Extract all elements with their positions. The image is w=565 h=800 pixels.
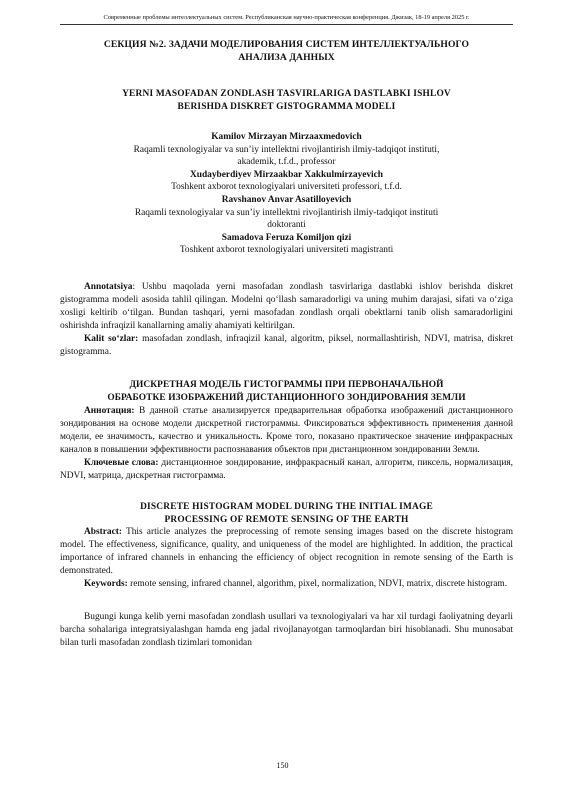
en-title (60, 501, 513, 526)
uz-annotation-text: : Ushbu maqolada yerni masofadan zondlash tasvirlariga dastlabki ishlov berishda diskret gistogramma modeli asosida tahlil qilingan. Modelni qo‘llash samaradorligi va uning muhim darajasi, sifati va o‘ziga xosligi keltirib o‘tilgan. Bundan tashqari, yerni masofadan zondlash orqali obektlarni tanib olish samaradorligini oshirishda infraqizil kanallarning amaliy ahamiyati keltirilgan. (60, 281, 513, 331)
author-affiliation-3a: Raqamli texnologiyalar va sun’iy intellektni rivojlantirish ilmiy-tadqiqot instituti (134, 207, 439, 218)
en-abstract (60, 526, 513, 578)
uz-keywords-label: Kalit so‘zlar: (84, 333, 139, 344)
ru-keywords-label: Ключевые слова: (84, 457, 159, 468)
section-title-line-2: АНАЛИЗА ДАННЫХ (238, 51, 335, 63)
uz-keywords-text: masofadan zondlash, infraqizil kanal, algoritm, piksel, normallashtirish, NDVI, matrisa, diskret gistogramma. (60, 333, 513, 357)
ru-keywords (60, 457, 513, 483)
ru-title-line-1: ДИСКРЕТНАЯ МОДЕЛЬ ГИСТОГРАММЫ ПРИ ПЕРВОНАЧАЛЬНОЙ (129, 379, 444, 390)
body-paragraph-1: Bugungi kunga kelib yerni masofadan zondlash usullari va texnologiyalari va har xil turdagi faoliyatning deyarli barcha sohalariga integratsiyalashgan hamda eng jadal rivojlanayotgan tarmoqlardan biri hisoblanadi. Shu munosabat bilan turli masofadan zondlash tizimlari tomonidan (60, 612, 513, 649)
section-title (60, 39, 513, 64)
author-name-3: Ravshanov Anvar Asatilloyevich (221, 194, 352, 205)
author-affiliation-1b: akademik, t.f.d., professor (237, 157, 336, 168)
section-title-line-1: СЕКЦИЯ №2. ЗАДАЧИ МОДЕЛИРОВАНИЯ СИСТЕМ ИНТЕЛЛЕКТУАЛЬНОГО (103, 39, 470, 50)
en-title-line-1: DISCRETE HISTOGRAM MODEL DURING THE INITIAL IMAGE (140, 501, 433, 512)
en-keywords-label: Keywords: (84, 579, 128, 590)
author-affiliation-1a: Raqamli texnologiyalar va sun’iy intellektni rivojlantirish ilmiy-tadqiqot instituti, (133, 144, 440, 155)
ru-annotation-label: Аннотация: (84, 405, 135, 416)
ru-annotation (60, 405, 513, 457)
paper-title-line-2: BERISHDA DISKRET GISTOGRAMMA MODELI (177, 101, 396, 112)
paper-title (60, 88, 513, 113)
author-affiliation-3b: doktoranti (267, 220, 306, 231)
author-affiliation-2a: Toshkent axborot texnologiyalari universiteti professori, t.f.d. (171, 182, 402, 193)
en-abstract-label: Abstract: (84, 527, 123, 538)
ru-annotation-text: В данной статье анализируется предварительная обработка изображений дистанционного зондирования на основе модели дискретной гистограммы. Фиксироваться эффективность применения данной модели, ее значимость, качество и уникальность. Кроме того, показано практическое значение инфракрасных каналов в повышении эффективности распознавания объектов при дистанционном зондировании Земли. (60, 405, 513, 455)
author-name-1: Kamilov Mirzayan Mirzaaxmedovich (211, 132, 362, 142)
en-abstract-text: This article analyzes the preprocessing of remote sensing images based on the discrete histogram model. The effectiveness, significance, quality, and uniqueness of the model are highlighted. In addition, the practical importance of infrared channels in enhancing the efficiency of object recognition in remote sensing of the Earth is demonstrated. (60, 527, 513, 577)
author-affiliation-4a: Toshkent axborot texnologiyalari universiteti magistranti (179, 245, 394, 256)
author-list (60, 131, 513, 257)
page-number: 150 (276, 761, 289, 770)
author-name-4: Samadova Feruza Komiljon qizi (221, 232, 352, 243)
ru-keywords-text: дистанционное зондирование, инфракрасный канал, алгоритм, пиксель, нормализация, NDVI, матрица, дискретная гистограмма. (60, 457, 513, 481)
uz-keywords (60, 333, 513, 359)
uz-annotation-label: Annotatsiya (84, 281, 133, 292)
running-header: Современные проблемы интеллектуальных систем. Республиканская научно-практическая конференция. Джизак, 18-19 апреля 2025 г. (60, 14, 513, 25)
author-name-2: Xudayberdiyev Mirzaakbar Xakkulmirzayevich (189, 169, 384, 180)
uz-annotation (60, 281, 513, 333)
en-keywords (60, 578, 513, 591)
paper-title-line-1: YERNI MASOFADAN ZONDLASH TASVIRLARIGA DASTLABKI ISHLOV (122, 89, 451, 99)
en-title-line-2: PROCESSING OF REMOTE SENSING OF THE EARTH (164, 514, 409, 525)
en-keywords-text: remote sensing, infrared channel, algorithm, pixel, normalization, NDVI, matrix, discrete histogram. (127, 579, 508, 590)
ru-title-line-2: ОБРАБОТКЕ ИЗОБРАЖЕНИЙ ДИСТАНЦИОННОГО ЗОНДИРОВАНИЯ ЗЕМЛИ (107, 392, 466, 403)
ru-title (60, 379, 513, 405)
